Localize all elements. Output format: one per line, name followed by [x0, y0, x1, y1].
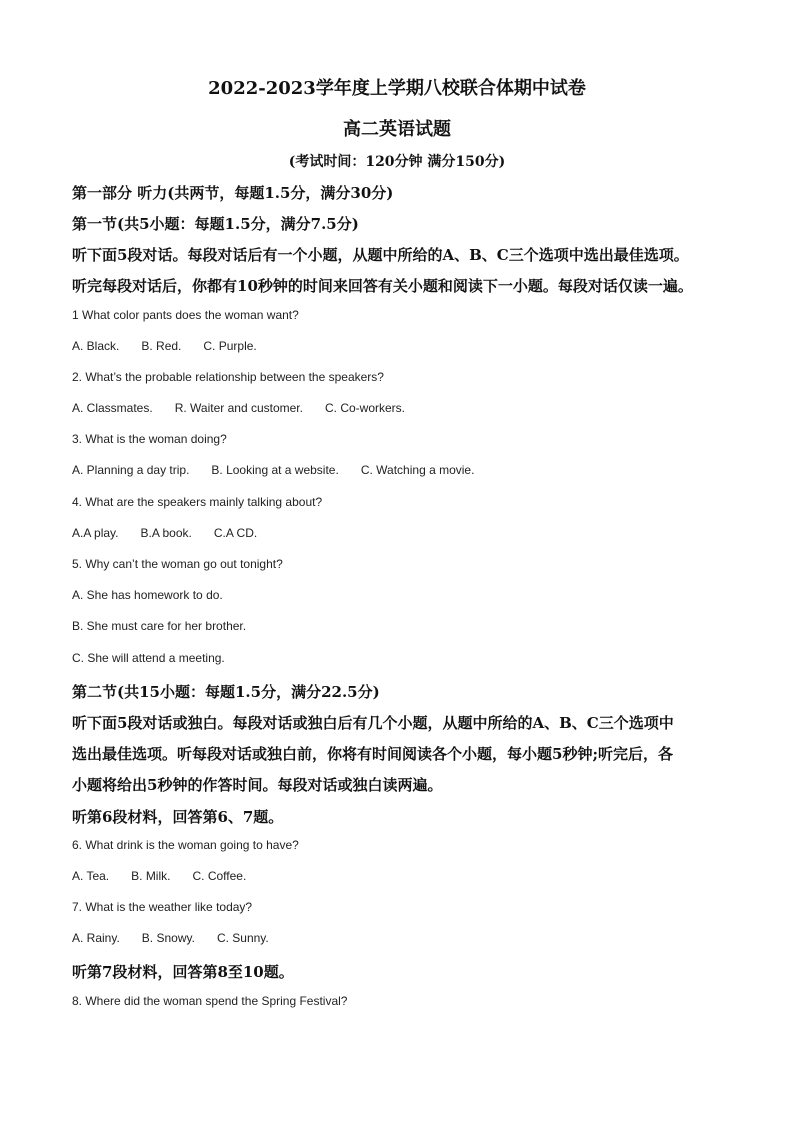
- question-7-options: [72, 931, 722, 945]
- exam-title: 2022-2023学年度上学期八校联合体期中试卷: [208, 78, 586, 99]
- section2-heading: 第二节(共15小题：每题1.5分，满分22.5分): [72, 683, 380, 701]
- option-a: A. Black.: [72, 339, 120, 353]
- option-b: B. Looking at a website.: [211, 463, 339, 477]
- section1-heading: 第一节(共5小题：每题1.5分，满分7.5分): [72, 215, 359, 233]
- question-6-options: [72, 869, 722, 883]
- question-2: 2. What’s the probable relationship between the speakers?: [72, 370, 384, 384]
- question-5-option-c: C. She will attend a meeting.: [72, 651, 225, 665]
- option-a: A. Planning a day trip.: [72, 463, 190, 477]
- question-2-options: [72, 401, 722, 415]
- question-3-options: [72, 463, 722, 477]
- section2-instruction-3: 小题将给出5秒钟的作答时间。每段对话或独白读两遍。: [72, 776, 443, 794]
- option-b: B. Snowy.: [141, 931, 195, 945]
- material-7-heading: 听第7段材料，回答第8至10题。: [72, 963, 294, 981]
- question-8: 8. Where did the woman spend the Spring Festival?: [72, 994, 348, 1008]
- option-a: A.A play.: [72, 526, 119, 540]
- question-4: 4. What are the speakers mainly talking about?: [72, 495, 323, 509]
- option-c: C. Sunny.: [216, 931, 269, 945]
- option-a: A. Tea.: [72, 869, 110, 883]
- question-5-option-b: B. She must care for her brother.: [72, 619, 247, 633]
- option-c: C. Purple.: [203, 339, 257, 353]
- option-b: R. Waiter and customer.: [174, 401, 303, 415]
- option-a: A. Classmates.: [72, 401, 153, 415]
- option-c: C. Coffee.: [192, 869, 247, 883]
- option-c: C. Co-workers.: [324, 401, 405, 415]
- section2-instruction-2: 选出最佳选项。听每段对话或独白前，你将有时间阅读各个小题，每小题5秒钟;听完后，各: [72, 745, 673, 763]
- option-c: C.A CD.: [213, 526, 258, 540]
- question-3: 3. What is the woman doing?: [72, 432, 227, 446]
- question-1: 1 What color pants does the woman want?: [72, 308, 299, 322]
- exam-time-info: (考试时间：120分钟 满分150分): [288, 154, 506, 170]
- option-b: B. Red.: [141, 339, 182, 353]
- option-a: A. Rainy.: [72, 931, 120, 945]
- option-c: C. Watching a movie.: [360, 463, 475, 477]
- option-b: B.A book.: [140, 526, 192, 540]
- part1-heading: 第一部分 听力(共两节，每题1.5分，满分30分): [72, 184, 394, 202]
- section2-instruction-1: 听下面5段对话或独白。每段对话或独白后有几个小题，从题中所给的A、B、C三个选项中: [72, 714, 674, 732]
- question-6: 6. What drink is the woman going to have?: [72, 838, 299, 852]
- question-5: 5. Why can’t the woman go out tonight?: [72, 557, 283, 571]
- option-b: B. Milk.: [131, 869, 171, 883]
- question-4-options: [72, 526, 722, 540]
- question-7: 7. What is the weather like today?: [72, 900, 253, 914]
- section1-instruction-2: 听完每段对话后，你都有10秒钟的时间来回答有关小题和阅读下一小题。每段对话仅读一遍。: [72, 277, 693, 295]
- material-6-heading: 听第6段材料，回答第6、7题。: [72, 808, 284, 826]
- section1-instruction-1: 听下面5段对话。每段对话后有一个小题，从题中所给的A、B、C三个选项中选出最佳选项。: [72, 246, 689, 264]
- question-5-option-a: A. She has homework to do.: [72, 588, 223, 602]
- question-1-options: [72, 339, 722, 353]
- exam-subtitle: 高二英语试题: [343, 119, 451, 140]
